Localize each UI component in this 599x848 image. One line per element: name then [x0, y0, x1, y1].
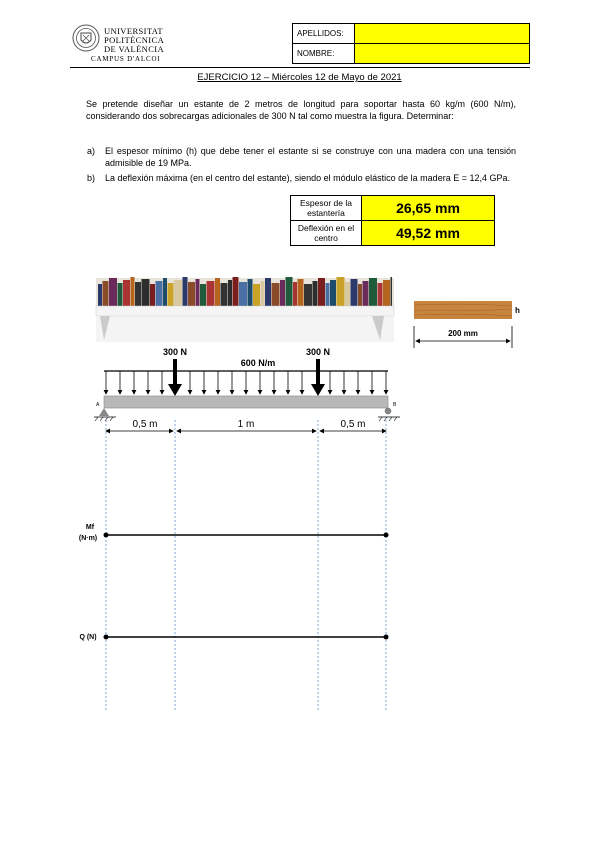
shear-label: Q (N) [79, 634, 97, 641]
book-spine [253, 284, 260, 306]
question-a-text: El espesor mínimo (h) que debe tener el estante si se construye con una madera con una tensión admisible de 19 MPa. [105, 146, 516, 168]
name-label: NOMBRE: [293, 44, 355, 64]
book-spine [207, 281, 215, 306]
moment-unit-label: (N·m) [78, 535, 98, 542]
thickness-h-label: h [515, 306, 520, 315]
shear-diagram-axis [79, 634, 388, 641]
book-spine [265, 278, 271, 306]
point-load-1-label: 300 N [162, 347, 188, 357]
book-spine [118, 283, 123, 306]
book-spine [163, 278, 167, 306]
span-dimensions [106, 418, 386, 431]
book-spine [200, 284, 206, 306]
book-spine [351, 279, 358, 306]
span-1-label: 0,5 m [132, 419, 158, 430]
campus-name: CAMPUS D'ALCOI [91, 55, 161, 63]
book-spine [286, 277, 293, 306]
distributed-load [104, 358, 388, 394]
moment-label: Mf [85, 524, 95, 531]
question-b-text: La deflexión máxima (en el centro del estante), siendo el módulo elástico de la madera E = 12,4 GPa. [105, 173, 510, 183]
book-spine [358, 284, 362, 306]
wood-board [414, 301, 520, 348]
point-load-2-label: 300 N [305, 347, 331, 357]
book-spine [233, 277, 239, 306]
deflection-label: Deflexión en el centro [291, 221, 362, 246]
book-spine [183, 277, 188, 306]
question-a-marker: a) [87, 146, 96, 156]
book-spine [369, 278, 377, 306]
book-spine [221, 283, 228, 306]
moment-diagram-axis [79, 524, 389, 542]
book-spine [272, 283, 280, 306]
book-spine [293, 282, 297, 306]
book-spine [156, 281, 163, 306]
book-spine [330, 280, 336, 306]
book-spine [383, 280, 390, 306]
support-b-label: B [393, 402, 397, 408]
problem-statement: Se pretende diseñar un estante de 2 metros de longitud para soportar hasta 60 kg/m (600 N/m), considerando dos sobrecargas adicionales de 300 N tal como muestra la figura. Determinar: [86, 99, 516, 121]
book-spine [318, 278, 325, 306]
span-2-label: 1 m [237, 419, 255, 430]
book-spine [337, 277, 345, 306]
span-3-label: 0,5 m [340, 419, 366, 430]
distributed-load-label: 600 N/m [240, 358, 276, 368]
thickness-label: Espesor de la estantería [291, 196, 362, 221]
book-spine [188, 282, 195, 306]
book-spine [391, 277, 393, 306]
bookshelf-photo [96, 277, 394, 342]
book-spine [378, 283, 383, 306]
surname-label: APELLIDOS: [293, 24, 355, 44]
book-spine [280, 280, 285, 306]
book-spine [363, 281, 369, 306]
book-spine [174, 280, 182, 306]
exercise-title: EJERCICIO 12 – Miércoles 12 de Mayo de 2021 [197, 72, 402, 83]
guide-lines [106, 420, 386, 710]
book-spine [150, 284, 155, 306]
book-spine [109, 278, 117, 306]
book-spine [215, 278, 220, 306]
book-spine [326, 283, 330, 306]
book-spine [123, 280, 130, 306]
question-b-marker: b) [87, 173, 96, 183]
book-spine [135, 282, 141, 306]
book-spine [98, 284, 102, 306]
book-spine [248, 279, 253, 306]
book-spine [196, 279, 200, 306]
book-spine [261, 281, 265, 306]
book-spine [103, 281, 109, 306]
book-spine [168, 283, 174, 306]
university-name: UNIVERSITAT POLITÈCNICA DE VALÈNCIA [104, 26, 165, 54]
board-width-label: 200 mm [448, 329, 478, 338]
support-a-label: A [96, 402, 100, 408]
deflection-value: 49,52 mm [362, 221, 495, 246]
beam [104, 396, 388, 408]
book-spine [345, 282, 350, 306]
book-spine [142, 279, 150, 306]
book-spine [304, 284, 312, 306]
book-spine [131, 277, 135, 306]
book-spine [228, 280, 232, 306]
book-spine [298, 279, 304, 306]
book-spine [239, 282, 247, 306]
thickness-value: 26,65 mm [362, 196, 495, 221]
book-spine [313, 281, 318, 306]
